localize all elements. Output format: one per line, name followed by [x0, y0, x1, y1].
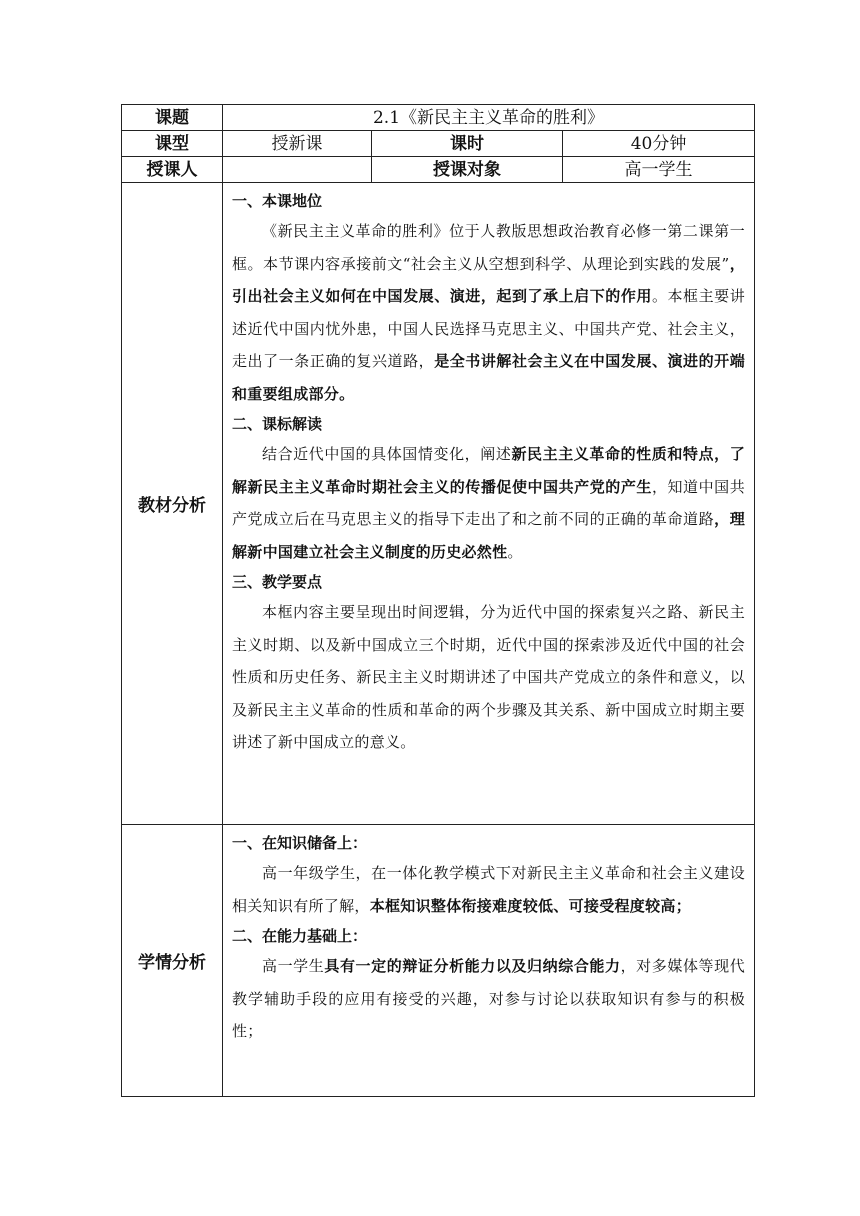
text-run: 高一学生	[262, 957, 325, 975]
textbook-analysis-label: 教材分析	[122, 183, 223, 825]
text-run: ，对多媒体等现代教学辅助手段的应用有接受的兴趣，对参与讨论以获取知识有参与的积极性；	[232, 957, 746, 1040]
audience-value: 高一学生	[563, 157, 755, 183]
lesson-plan-table	[121, 104, 755, 1097]
bold-text: 新民主主义革命的性质和特点，了解新民主主义革命时期社会主义的传播促使中国共产党的产生	[232, 445, 745, 496]
paragraph	[232, 857, 745, 922]
textbook-analysis-content	[223, 183, 755, 825]
section-title: 三、教学要点	[232, 573, 323, 591]
paragraph	[232, 438, 745, 568]
section-title: 一、本课地位	[232, 192, 323, 210]
topic-label: 课题	[122, 105, 223, 131]
bold-text: ，引出社会主义如何在中国发展、演进，起到了承上启下的作用	[232, 254, 745, 305]
section-title: 二、在能力基础上：	[232, 927, 368, 945]
type-row	[122, 131, 755, 157]
duration-label: 课时	[372, 131, 563, 157]
text-run: ，知道中国共产党成立后在马克思主义的指导下走出了和之前不同的正确的革命道路	[232, 477, 746, 528]
text-run: 。	[507, 542, 523, 561]
topic-value: 2.1《新民主主义革命的胜利》	[223, 105, 755, 131]
bold-text: ，理解新中国建立社会主义制度的历史必然性	[232, 510, 746, 561]
teacher-row	[122, 157, 755, 183]
topic-row	[122, 105, 755, 131]
bold-text: 本框知识整体衔接难度较低、可接受程度较高；	[369, 896, 692, 915]
paragraph	[232, 215, 745, 410]
duration-value: 40分钟	[563, 131, 755, 157]
paragraph	[232, 950, 745, 1048]
student-analysis-row	[122, 825, 755, 1097]
section-title: 一、在知识储备上：	[232, 834, 368, 852]
text-run: 高一年级学生，在一体化教学模式下对新民主主义革命和社会主义建设相关知识有所了解，	[232, 864, 746, 915]
text-run: 《新民主主义革命的胜利》位于人教版思想政治教育必修一第二课第一框。本节课内容承接前文“社会主义从空想到科学、从理论到实践的发展”	[232, 222, 746, 273]
audience-label: 授课对象	[372, 157, 563, 183]
textbook-analysis-row	[122, 183, 755, 825]
bold-text: 具有一定的辩证分析能力以及归纳综合能力	[324, 957, 621, 975]
paragraph: 本框内容主要呈现出时间逻辑，分为近代中国的探索复兴之路、新民主主义时期、以及新中国成立三个时期，近代中国的探索涉及近代中国的社会性质和历史任务、新民主主义时期讲述了中国共产党成立的条件和意义，以及新民主主义革命的性质和革命的两个步骤及其关系、新中国成立时期主要讲述了新中国成立的意义。	[232, 603, 746, 751]
section-title: 二、课标解读	[232, 415, 323, 433]
student-analysis-content	[223, 825, 755, 1097]
teacher-value	[223, 157, 372, 183]
student-analysis-label: 学情分析	[122, 825, 223, 1097]
text-run: 结合近代中国的具体国情变化，阐述	[262, 445, 512, 463]
teacher-label: 授课人	[122, 157, 223, 183]
text-run: 。本框主要讲述近代中国内忧外患，中国人民选择马克思主义、中国共产党、社会主义，走出了一条正确的复兴道路，	[232, 287, 746, 370]
type-value: 授新课	[223, 131, 372, 157]
type-label: 课型	[122, 131, 223, 157]
bold-text: 是全书讲解社会主义在中国发展、演进的开端和重要组成部分。	[232, 352, 746, 403]
